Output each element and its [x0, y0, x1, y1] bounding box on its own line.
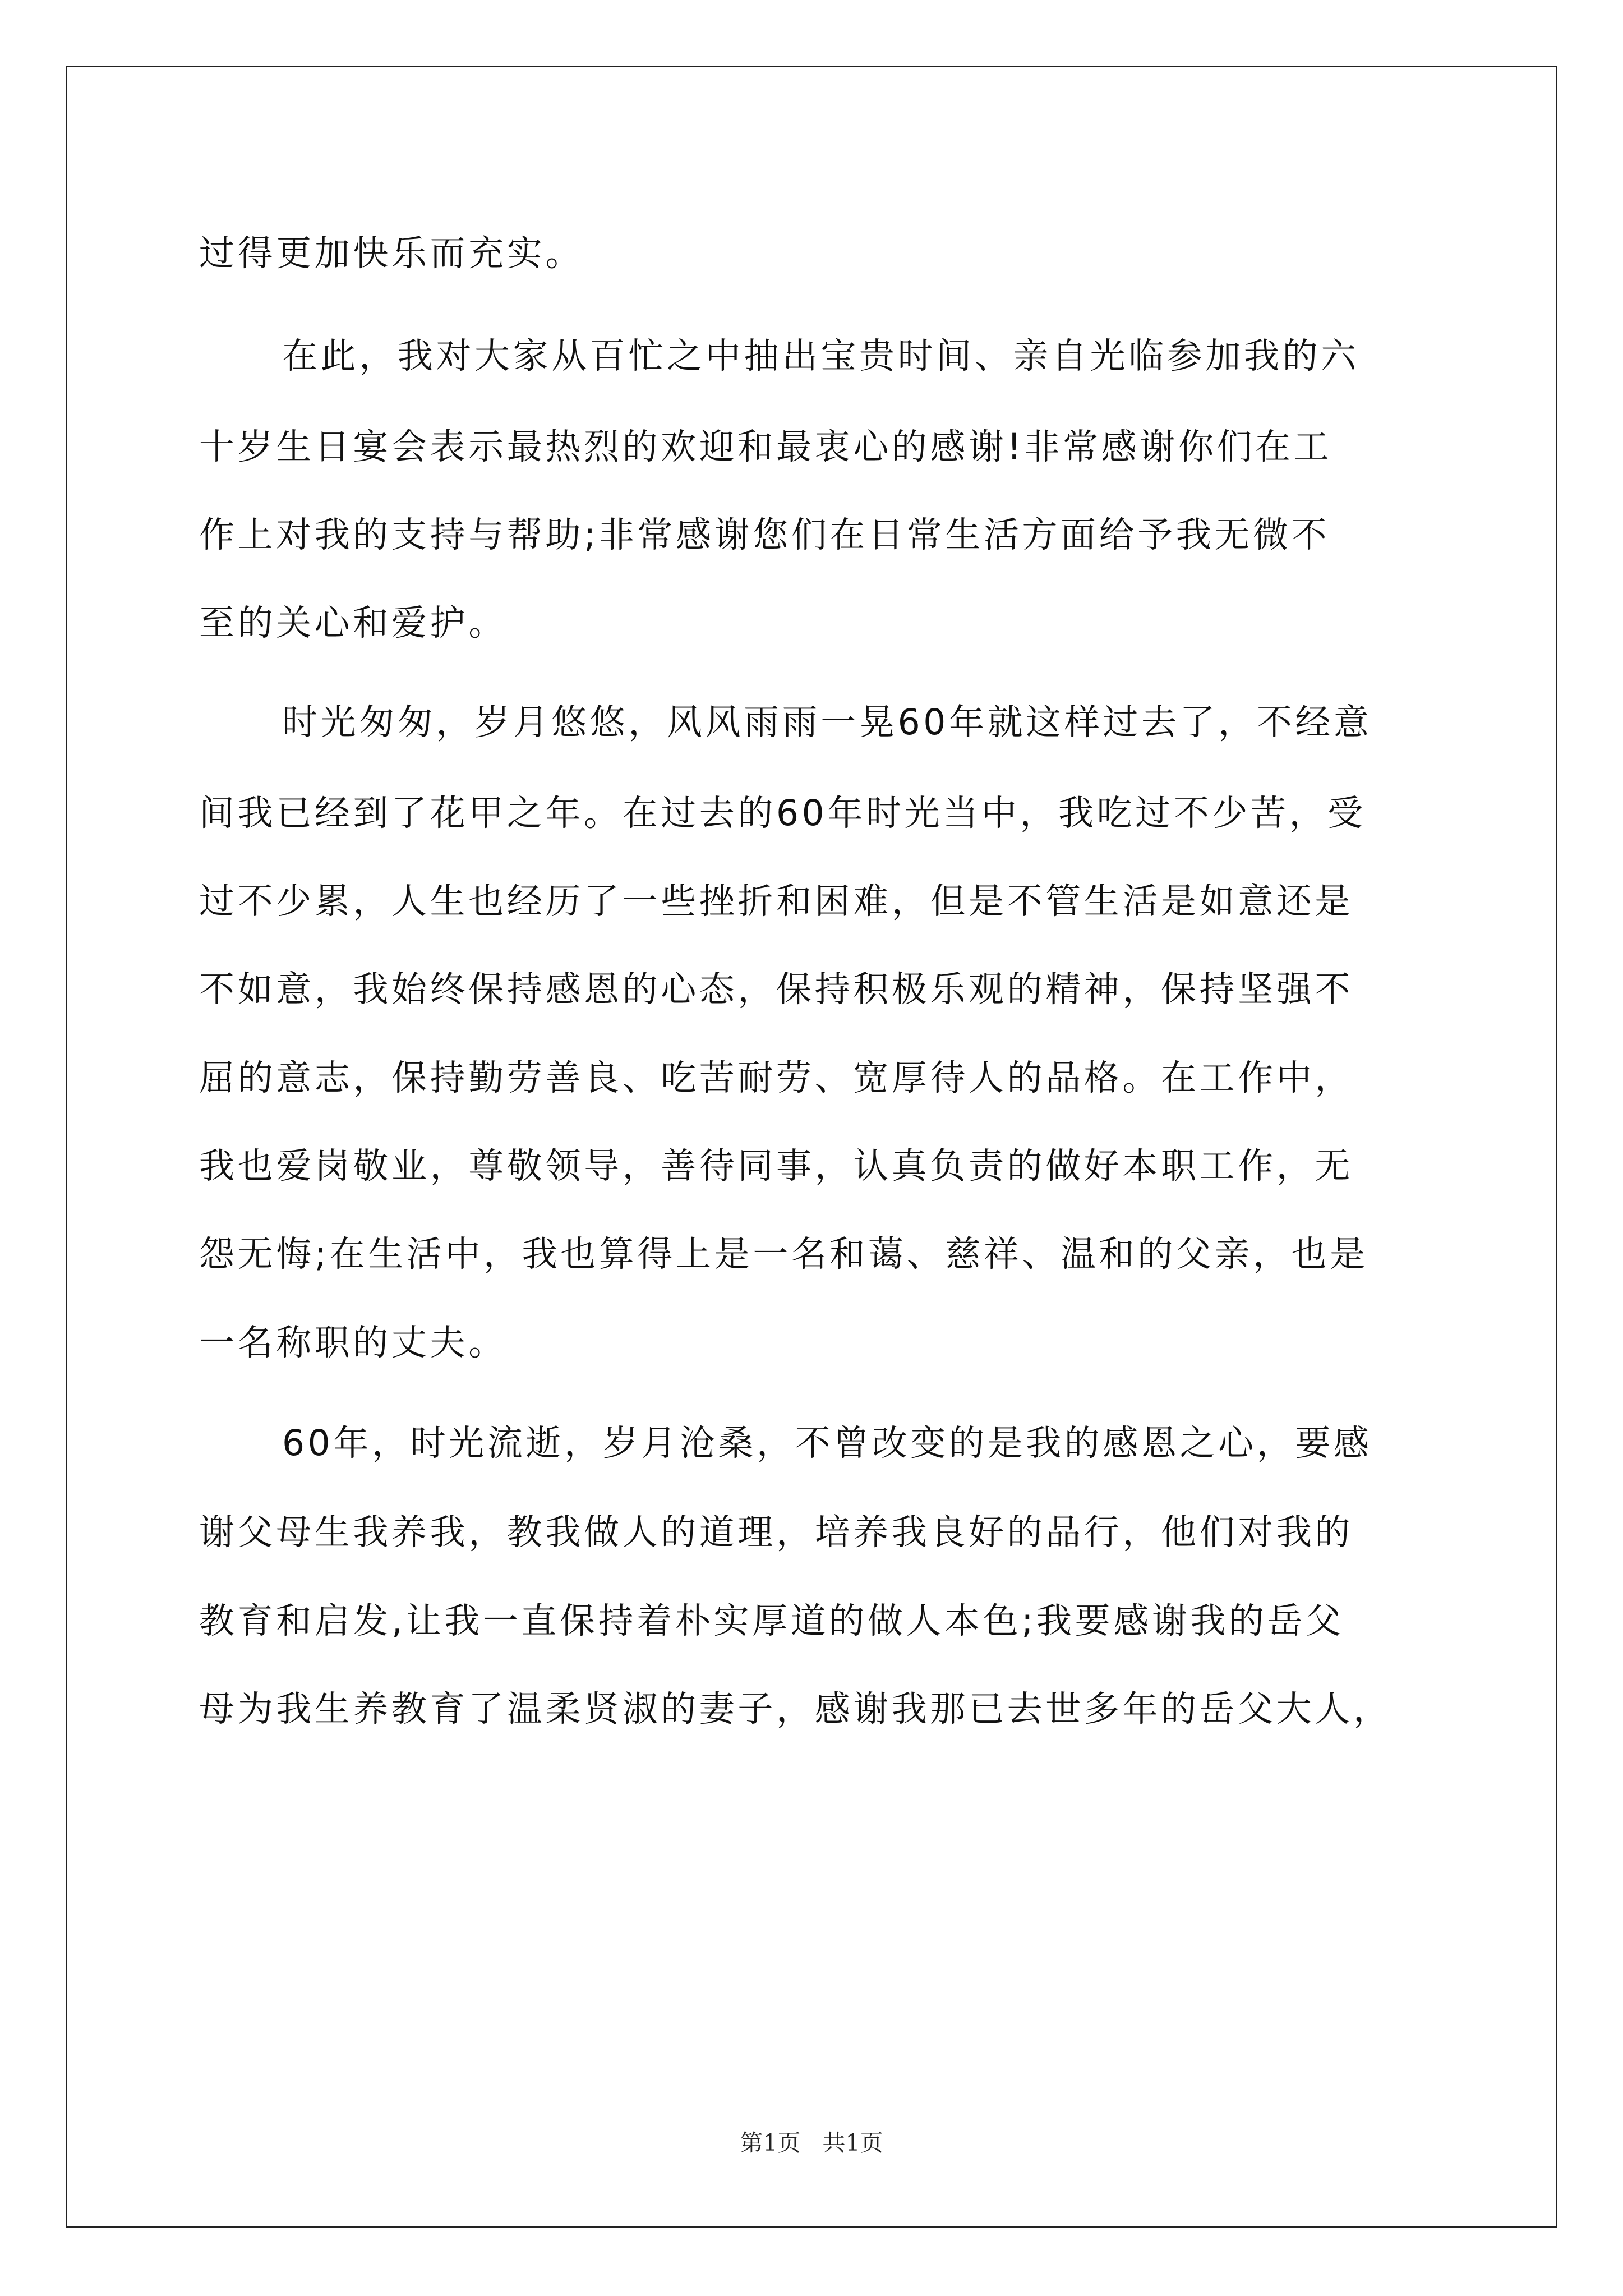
- text-line: 至的关心和爱护。: [199, 602, 507, 643]
- text-line: 母为我生养教育了温柔贤淑的妻子，感谢我那已去世多年的岳父大人，: [199, 1688, 1392, 1729]
- text-line: 一名称职的丈夫。: [199, 1322, 507, 1363]
- text-line: 过不少累，人生也经历了一些挫折和困难，但是不管生活是如意还是: [199, 881, 1353, 922]
- text-line: 谢父母生我养我，教我做人的道理，培养我良好的品行，他们对我的: [199, 1512, 1353, 1553]
- text-line: 作上对我的支持与帮助;非常感谢您们在日常生活方面给予我无微不: [199, 514, 1330, 555]
- text-line: 教育和启发,让我一直保持着朴实厚道的做人本色;我要感谢我的岳父: [199, 1600, 1344, 1641]
- page-number-footer: 第1页 共1页: [740, 2129, 883, 2156]
- text-line: 屈的意志，保持勤劳善良、吃苦耐劳、宽厚待人的品格。在工作中，: [199, 1057, 1353, 1098]
- text-line: 不如意，我始终保持感恩的心态，保持积极乐观的精神，保持坚强不: [199, 969, 1353, 1010]
- text-line: 十岁生日宴会表示最热烈的欢迎和最衷心的感谢!非常感谢你们在工: [199, 426, 1332, 467]
- text-line: 60年，时光流逝，岁月沧桑，不曾改变的是我的感恩之心，要感: [282, 1423, 1372, 1464]
- text-line: 怨无悔;在生活中，我也算得上是一名和蔼、慈祥、温和的父亲，也是: [199, 1234, 1368, 1274]
- text-line: 我也爱岗敬业，尊敬领导，善待同事，认真负责的做好本职工作，无: [199, 1145, 1353, 1186]
- text-line: 在此，我对大家从百忙之中抽出宝贵时间、亲自光临参加我的六: [282, 335, 1359, 376]
- text-line: 时光匆匆，岁月悠悠，风风雨雨一晃60年就这样过去了，不经意: [282, 702, 1372, 743]
- text-line: 过得更加快乐而充实。: [199, 233, 584, 274]
- text-line: 间我已经到了花甲之年。在过去的60年时光当中，我吃过不少苦，受: [199, 793, 1366, 834]
